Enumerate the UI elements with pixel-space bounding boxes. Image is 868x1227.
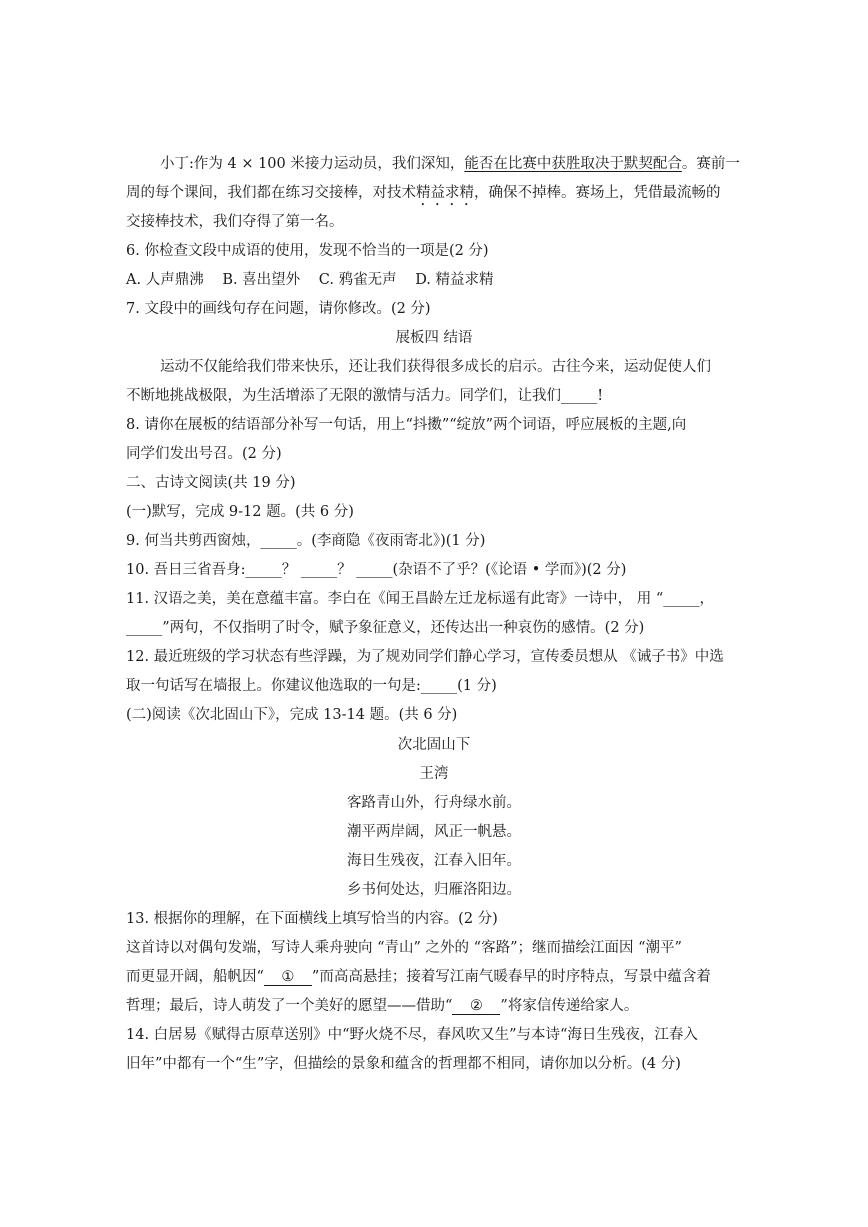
- question-13-line-3: 哲理；最后，诗人萌发了一个美好的愿望——借助“ ② ”将家信传递给家人。: [126, 998, 639, 1014]
- question-12-line-1: 12. 最近班级的学习状态有些浮躁，为了规劝同学们静心学习，宣传委员想从 《诫子书》中选: [126, 649, 724, 665]
- poem-line-2: 潮平两岸阔，风正一帆悬。: [347, 824, 521, 840]
- intro-line-1: 小丁:作为 4 × 100 米接力运动员，我们深知，能否在比赛中获胜取决于默契配合。赛前一: [160, 156, 740, 172]
- question-6-options: [126, 270, 494, 290]
- question-14-line-2: 旧年”中都有一个“生”字，但描绘的景象和蕴含的哲理都不相同，请你加以分析。(4 分): [126, 1056, 681, 1072]
- blank-1: ①: [264, 969, 312, 986]
- question-13-line-1: 这首诗以对偶句发端，写诗人乘舟驶向 “青山” 之外的 “客路”；继而描绘江面因 “潮平”: [126, 940, 682, 956]
- part-1-heading: (一)默写，完成 9-12 题。(共 6 分): [126, 504, 354, 520]
- board-4-line-1: 运动不仅能给我们带来快乐，还让我们获得很多成长的启示。古往今来，运动促使人们: [160, 359, 711, 375]
- dotted-idiom: 精益求精: [416, 185, 474, 201]
- question-11-line-2: _____”两句，不仅指明了时令，赋予象征意义，还传达出一种哀伤的感情。(2 分): [126, 620, 645, 636]
- board-4-title: 展板四 结语: [395, 330, 473, 346]
- section-2-heading: 二、古诗文阅读(共 19 分): [126, 475, 296, 491]
- option-d: D. 精益求精: [415, 272, 494, 288]
- poem-line-1: 客路青山外，行舟绿水前。: [347, 795, 521, 811]
- poem-line-3: 海日生残夜，江春入旧年。: [347, 853, 521, 869]
- poem-line-4: 乡书何处达，归雁洛阳边。: [347, 882, 521, 898]
- underlined-sentence: 能否在比赛中获胜取决于默契配合: [464, 156, 682, 172]
- question-8-line-2: 同学们发出号召。(2 分): [126, 446, 282, 462]
- blank-2: ②: [452, 998, 500, 1015]
- question-13: 13. 根据你的理解，在下面横线上填写恰当的内容。(2 分): [126, 911, 498, 927]
- question-6: 6. 你检查文段中成语的使用，发现不恰当的一项是(2 分): [126, 243, 489, 259]
- question-12-line-2: 取一句话写在墙报上。你建议他选取的一句是:_____(1 分): [126, 678, 497, 694]
- part-2-heading: (二)阅读《次北固山下》，完成 13-14 题。(共 6 分): [126, 707, 458, 723]
- question-14-line-1: 14. 白居易《赋得古原草送别》中“野火烧不尽，春风吹又生”与本诗“海日生残夜，江春入: [126, 1027, 698, 1043]
- option-a: A. 人声鼎沸: [126, 272, 204, 288]
- option-c: C. 鸦雀无声: [318, 272, 397, 288]
- question-13-line-2: 而更显开阔，船帆因“ ① ”而高高悬挂；接着写江南气暖春早的时序特点，写景中蕴含着: [126, 969, 711, 985]
- intro-line-3: 交接棒技术，我们夺得了第一名。: [126, 214, 344, 230]
- question-9: 9. 何当共剪西窗烛，_____。(李商隐《夜雨寄北》)(1 分): [126, 533, 486, 549]
- question-7: 7. 文段中的画线句存在问题，请你修改。(2 分): [126, 301, 431, 317]
- poem-title: 次北固山下: [397, 737, 471, 753]
- poem-author: 王湾: [419, 766, 449, 782]
- question-10: 10. 吾日三省吾身:_____？ _____？ _____(杂语不了乎？(《论语 • 学而》)(2 分): [126, 562, 627, 578]
- option-b: B. 喜出望外: [222, 272, 301, 288]
- question-11-line-1: 11. 汉语之美，美在意蕴丰富。李白在《闻王昌龄左迁龙标遥有此寄》一诗中， 用 “_____，: [126, 591, 715, 607]
- board-4-line-2: 不断地挑战极限，为生活增添了无限的激情与活力。同学们，让我们_____!: [126, 388, 604, 404]
- intro-line-2: 周的每个课间，我们都在练习交接棒，对技术精益求精，确保不掉棒。赛场上，凭借最流畅的: [126, 185, 721, 201]
- question-8-line-1: 8. 请你在展板的结语部分补写一句话，用上“抖擞”“绽放”两个词语，呼应展板的主题,向: [126, 417, 687, 433]
